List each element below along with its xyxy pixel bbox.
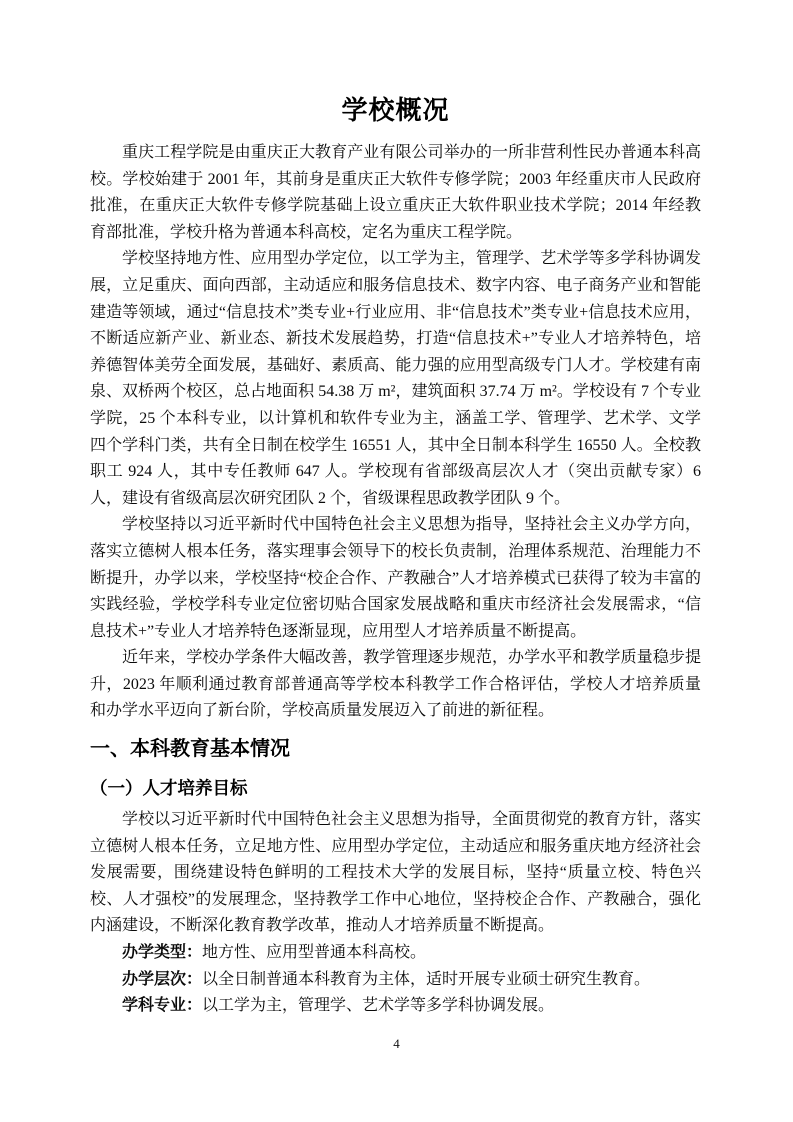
page-title: 学校概况 — [341, 95, 450, 125]
intro-paragraph-4: 近年来，学校办学条件大幅改善，教学管理逐步规范，办学水平和教学质量稳步提升，2023 年顺利通过教育部普通高等学校本科教学工作合格评估，学校人才培养质量和办学水平迈向了新台阶，学校高质量发展迈入了前进的新征程。 — [90, 649, 701, 720]
intro-paragraph-1: 重庆工程学院是由重庆正大教育产业有限公司举办的一所非营利性民办普通本科高校。学校始建于 2001 年，其前身是重庆正大软件专修学院；2003 年经重庆市人民政府批准，在重庆正大软件专修学院基础上设立重庆正大软件职业技术学院；2014 年经教育部批准，学校升格为普通本科高校，定名为重庆工程学院。 — [90, 144, 701, 241]
intro-paragraph-2: 学校坚持地方性、应用型办学定位，以工学为主，管理学、艺术学等多学科协调发展，立足重庆、面向西部，主动适应和服务信息技术、数字内容、电子商务产业和智能建造等领域，通过“信息技术”类专业+行业应用、非“信息技术”类专业+信息技术应用，不断适应新产业、新业态、新技术发展趋势，打造“信息技术+”专业人才培养特色，培养德智体美劳全面发展，基础好、素质高、能力强的应用型高级专门人才。学校建有南泉、双桥两个校区，总占地面积 54.38 万 m²，建筑面积 37.74 万 m²。学校设有 7 个专业学院，25 个本科专业，以计算机和软件专业为主，涵盖工学、管理学、艺术学、文学四个学科门类，共有全日制在校学生 16551 人，其中全日制本科学生 16550 人。全校教职工 924 人，其中专任教师 647 人。学校现有省部级高层次人才（突出贡献专家）6 人，建设有省级高层次研究团队 2 个，省级课程思政教学团队 9 个。 — [90, 250, 701, 507]
subsection-paragraph: 学校以习近平新时代中国特色社会主义思想为指导，全面贯彻党的教育方针，落实立德树人根本任务，立足地方性、应用型办学定位，主动适应和服务重庆地方经济社会发展需要，围绕建设特色鲜明的工程技术大学的发展目标，坚持“质量立校、特色兴校、人才强校”的发展理念，坚持教学工作中心地位，坚持校企合作、产教融合，强化内涵建设，不断深化教育教学改革，推动人才培养质量不断提高。 — [90, 811, 701, 935]
list-item-school-type — [90, 940, 701, 967]
section-heading: 一、本科教育基本情况 — [90, 738, 290, 761]
list-item-disciplines — [90, 993, 701, 1020]
item-text: 以工学为主，管理学、艺术学等多学科协调发展。 — [202, 997, 555, 1015]
item-text: 以全日制普通本科教育为主体，适时开展专业硕士研究生教育。 — [202, 970, 651, 988]
item-label: 办学层次： — [122, 970, 203, 988]
item-label: 学科专业： — [122, 997, 203, 1015]
list-item-school-level — [90, 967, 701, 994]
intro-paragraph-3: 学校坚持以习近平新时代中国特色社会主义思想为指导，坚持社会主义办学方向，落实立德树人根本任务，落实理事会领导下的校长负责制，治理体系规范、治理能力不断提升，办学以来，学校坚持“校企合作、产教融合”人才培养模式已获得了较为丰富的实践经验，学校学科专业定位密切贴合国家发展战略和重庆市经济社会发展需求，“信息技术+”专业人才培养特色逐渐显现，应用型人才培养质量不断提高。 — [90, 516, 701, 640]
subsection-heading: （一）人才培养目标 — [90, 778, 248, 799]
item-text: 地方性、应用型普通本科高校。 — [202, 944, 427, 962]
item-label: 办学类型： — [122, 944, 203, 962]
page-number: 4 — [393, 1036, 400, 1051]
